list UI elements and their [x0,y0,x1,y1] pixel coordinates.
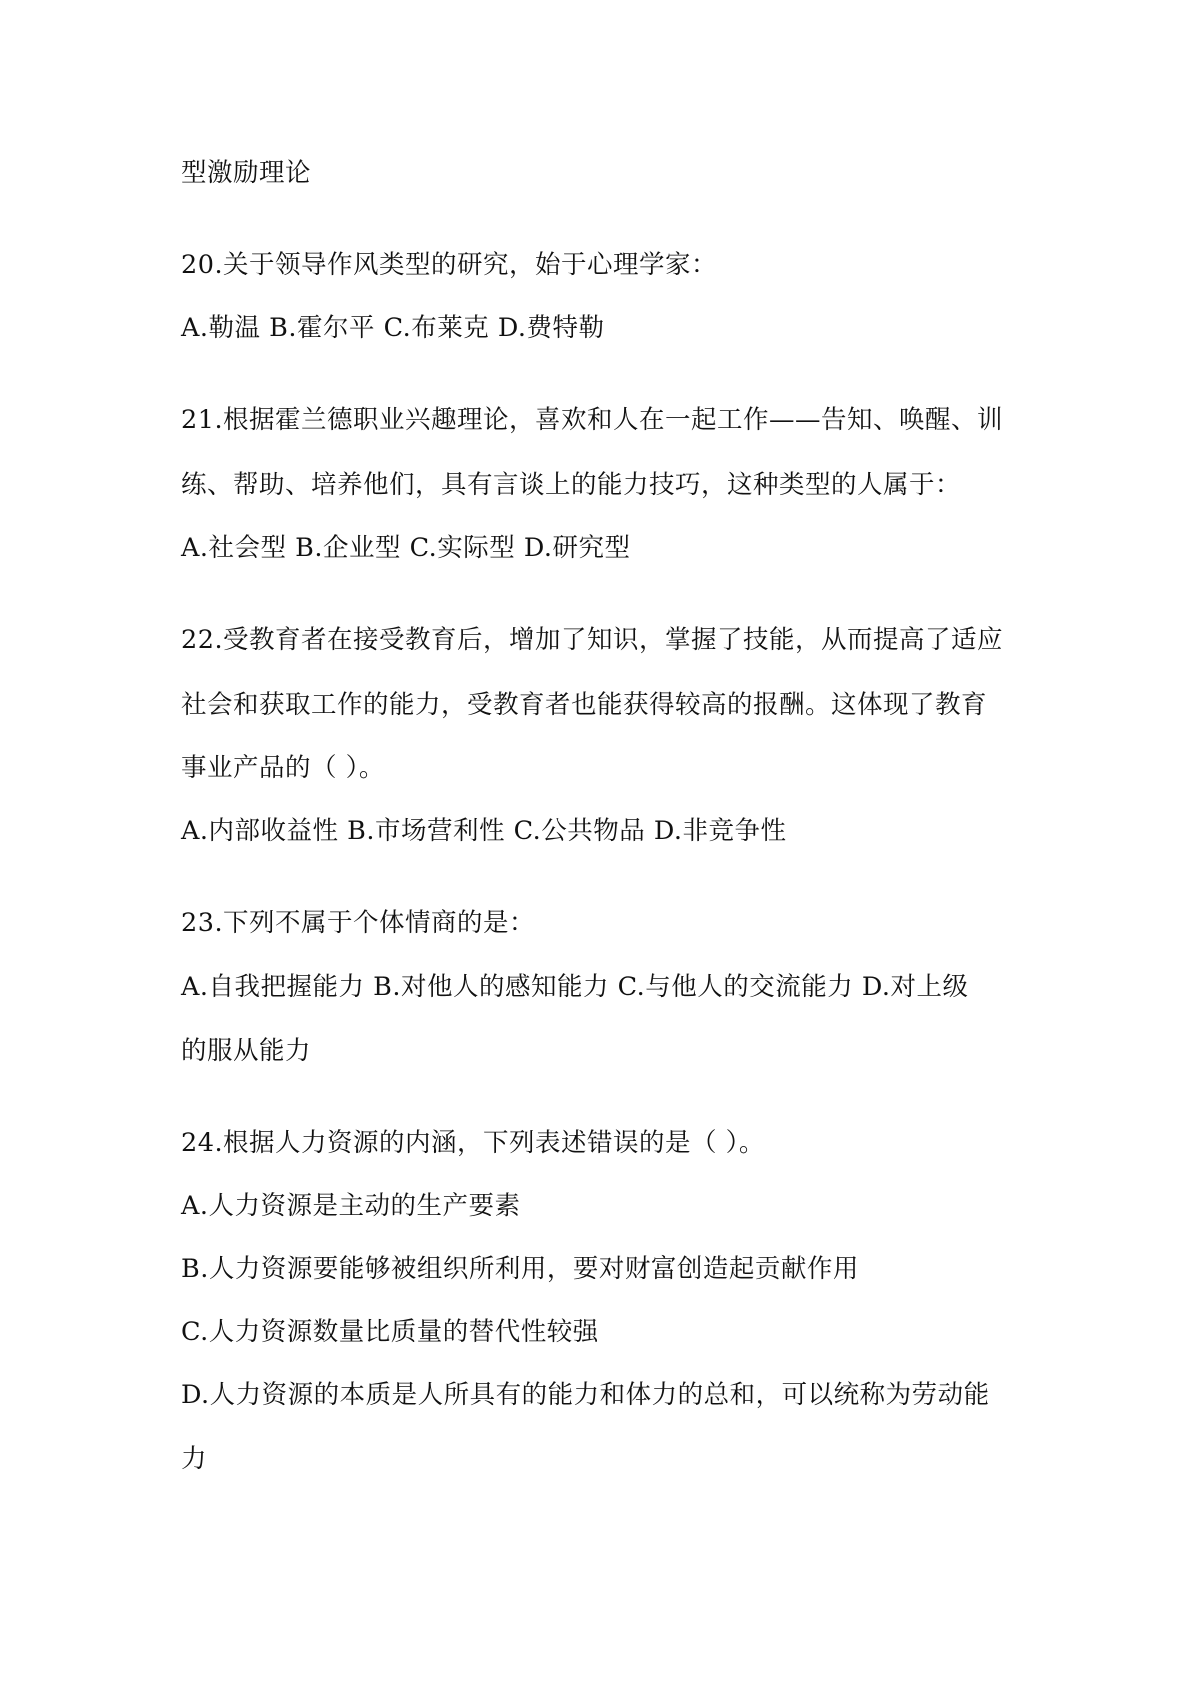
question-22-cont: 事业产品的（ ）。 [181,753,385,783]
question-22: 22.受教育者在接受教育后，增加了知识，掌握了技能，从而提高了适应 [181,625,1004,655]
question-22-options: A.内部收益性 B.市场营利性 C.公共物品 D.非竞争性 [181,816,787,846]
question-23: 23.下列不属于个体情商的是： [181,908,536,938]
question-24: 24.根据人力资源的内涵，下列表述错误的是（ ）。 [181,1128,765,1158]
text-line: 型激励理论 [181,158,312,188]
question-21-cont: 练、帮助、培养他们，具有言谈上的能力技巧，这种类型的人属于： [181,470,962,500]
question-22-cont: 社会和获取工作的能力，受教育者也能获得较高的报酬。这体现了教育 [181,690,988,720]
question-24-option-c: C.人力资源数量比质量的替代性较强 [181,1317,599,1347]
question-20-options: A.勒温 B.霍尔平 C.布莱克 D.费特勒 [181,313,605,343]
question-24-option-b: B.人力资源要能够被组织所利用，要对财富创造起贡献作用 [181,1254,859,1284]
question-24-option-a: A.人力资源是主动的生产要素 [181,1191,521,1221]
question-23-options-cont: 的服从能力 [181,1036,312,1066]
question-21: 21.根据霍兰德职业兴趣理论，喜欢和人在一起工作——告知、唤醒、训 [181,405,1004,435]
question-24-option-d: D.人力资源的本质是人所具有的能力和体力的总和，可以统称为劳动能 [181,1380,990,1410]
question-21-options: A.社会型 B.企业型 C.实际型 D.研究型 [181,533,631,563]
question-23-options: A.自我把握能力 B.对他人的感知能力 C.与他人的交流能力 D.对上级 [181,972,969,1002]
question-20: 20.关于领导作风类型的研究，始于心理学家： [181,250,718,280]
question-24-option-d-cont: 力 [181,1444,208,1474]
